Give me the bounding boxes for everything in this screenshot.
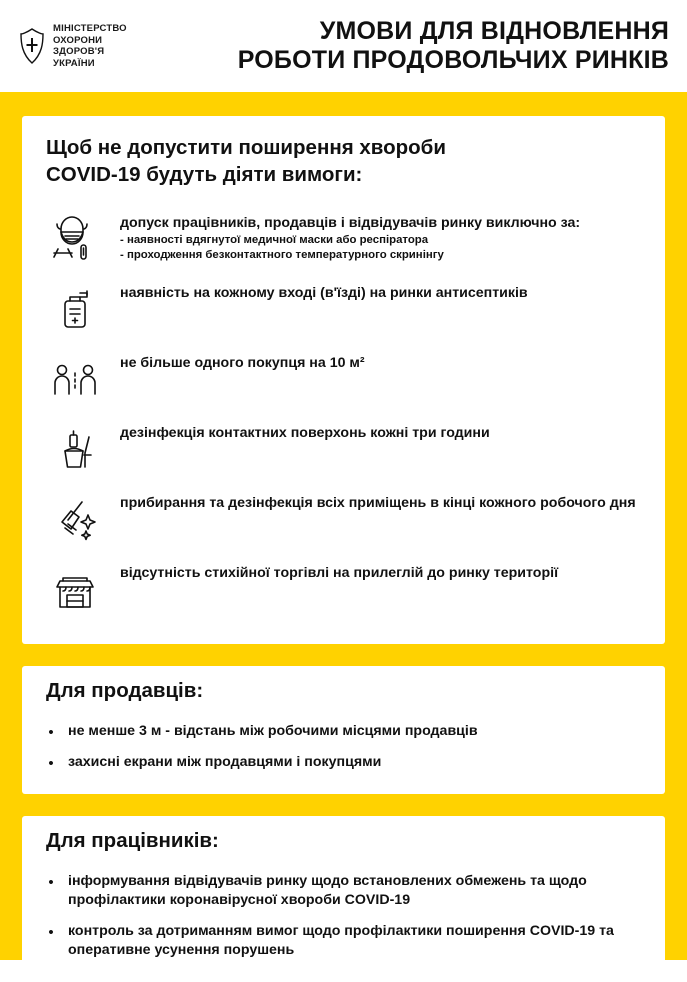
requirement-text: відсутність стихійної торгівлі на прилеглій до ринку території: [120, 565, 559, 581]
ministry-of-health-emblem-icon: [18, 27, 46, 65]
list-item: [48, 916, 639, 966]
sellers-bullet-text: захисні екрани між продавцями і покупцями: [68, 754, 382, 770]
poster-header: [0, 0, 687, 92]
sellers-title: Для продавців:: [46, 679, 204, 702]
ministry-logo-text: [53, 23, 127, 69]
workers-bullet-text: контроль за дотриманням вимог щодо профілактики поширення COVID-19 та оперативне усунення порушень: [68, 923, 614, 958]
ministry-logo: [18, 23, 156, 69]
requirement-subitems: [120, 233, 641, 263]
bullet-dot-icon: •: [48, 755, 54, 772]
requirement-item: [46, 554, 641, 624]
requirement-text-block: [120, 211, 641, 263]
logo-line-3: ЗДОРОВ'Я: [53, 46, 105, 57]
requirements-heading-line-1: Щоб не допустити поширення хвороби: [46, 136, 446, 159]
bullet-dot-icon: •: [48, 924, 54, 941]
bullet-dot-icon: •: [48, 874, 54, 891]
requirement-text-block: [120, 491, 641, 513]
requirements-heading-line-2: COVID-19 будуть діяти вимоги:: [46, 163, 363, 186]
requirement-text-block: [120, 561, 641, 583]
bullet-dot-icon: •: [48, 724, 54, 741]
requirement-text-block: [120, 351, 641, 373]
poster-body: [0, 92, 687, 960]
list-item: [48, 716, 639, 747]
antiseptic-dispenser-icon: [46, 281, 104, 335]
logo-line-1: МІНІСТЕРСТВО: [53, 23, 127, 34]
requirement-item: [46, 344, 641, 414]
person-in-mask-thermometer-icon: [46, 211, 104, 265]
requirement-item: [46, 204, 641, 274]
list-item: [48, 747, 639, 778]
requirement-item: [46, 484, 641, 554]
workers-title-wrap: [22, 816, 665, 862]
requirement-item: [46, 274, 641, 344]
market-stall-shop-icon: [46, 561, 104, 615]
workers-card: [22, 816, 665, 982]
requirement-item: [46, 414, 641, 484]
requirement-text-block: [120, 421, 641, 443]
requirements-card: [22, 116, 665, 644]
requirement-text: не більше одного покупця на 10 м²: [120, 355, 365, 371]
sellers-bullet-list: [22, 712, 665, 778]
requirement-text: допуск працівників, продавців і відвідувачів ринку виключно за:: [120, 215, 581, 231]
requirements-heading: [46, 134, 641, 188]
list-item: [48, 866, 639, 916]
workers-bullet-text: інформування відвідувачів ринку щодо встановлених обмежень та щодо профілактики коронавірусної хвороби COVID-19: [68, 873, 587, 908]
workers-title: Для працівників:: [46, 829, 219, 852]
requirement-text: прибирання та дезінфекція всіх приміщень в кінці кожного робочого дня: [120, 495, 636, 511]
broom-sparkle-icon: [46, 491, 104, 545]
cleaning-bucket-mop-icon: [46, 421, 104, 475]
requirement-subitem: - проходження безконтактного температурного скринінгу: [120, 249, 444, 261]
requirement-text: наявність на кожному вході (в'їзді) на ринки антисептиків: [120, 285, 528, 301]
logo-line-4: УКРАЇНИ: [53, 57, 95, 69]
requirements-list: [46, 204, 641, 624]
page-title-line-2: РОБОТИ ПРОДОВОЛЬЧИХ РИНКІВ: [237, 46, 669, 74]
page-title: [156, 17, 673, 75]
page-title-line-1: УМОВИ ДЛЯ ВІДНОВЛЕННЯ: [319, 17, 669, 45]
requirement-subitem: - наявності вдягнутої медичної маски або респіратора: [120, 234, 429, 246]
requirement-text-block: [120, 281, 641, 303]
sellers-bullet-text: не менше 3 м - відстань між робочими місцями продавців: [68, 723, 478, 739]
requirement-text: дезінфекція контактних поверхонь кожні три години: [120, 425, 490, 441]
sellers-card: [22, 666, 665, 794]
logo-line-2: ОХОРОНИ: [53, 34, 103, 46]
workers-bullet-list: [22, 862, 665, 966]
sellers-title-wrap: [22, 666, 665, 712]
two-people-distance-icon: [46, 351, 104, 405]
